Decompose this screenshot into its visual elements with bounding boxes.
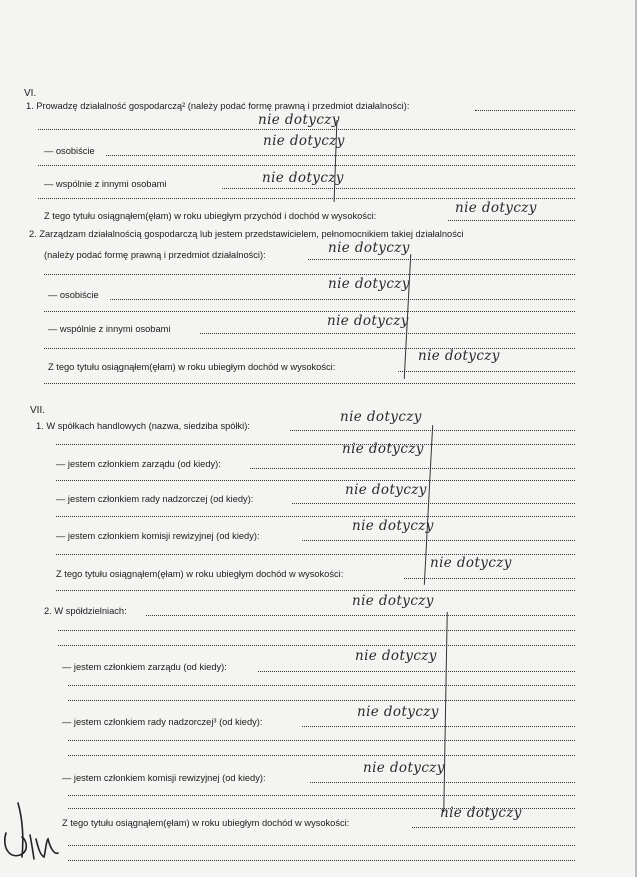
- vii-item2-income-label: Z tego tytułu osiągnąłem(ęłam) w roku ubiegłym dochód w wysokości:: [62, 818, 350, 828]
- dotted-line: [56, 590, 575, 591]
- vii-item1-answer: nie dotyczy: [340, 409, 422, 425]
- vii-item2-rada-answer: nie dotyczy: [357, 704, 439, 720]
- dotted-line: [58, 645, 575, 646]
- dotted-line: [258, 671, 575, 672]
- vi-item1-wspolnie-label: — wspólnie z innymi osobami: [44, 179, 167, 189]
- vi-item2-answer: nie dotyczy: [328, 240, 410, 256]
- dotted-line: [308, 259, 575, 260]
- vi-item2-income-answer: nie dotyczy: [418, 348, 500, 364]
- vii-item1-komisja-answer: nie dotyczy: [352, 518, 434, 534]
- vii-item1-zarzad-label: — jestem członkiem zarządu (od kiedy):: [56, 459, 221, 469]
- dotted-line: [302, 540, 575, 541]
- dotted-line: [38, 129, 575, 130]
- vi-item2-text-line1: 2. Zarządzam działalnością gospodarczą lub jestem przedstawicielem, pełnomocnikiem takiej działalności: [29, 229, 464, 239]
- vi-item1-text: 1. Prowadzę działalność gospodarczą² (należy podać formę prawną i przedmiot działalności):: [26, 101, 410, 111]
- vii-item1-rada-label: — jestem członkiem rady nadzorczej (od kiedy):: [56, 494, 254, 504]
- dotted-line: [110, 299, 575, 300]
- dotted-line: [292, 503, 575, 504]
- vii-item2-komisja-answer: nie dotyczy: [363, 760, 445, 776]
- vi-item2-wspolnie-answer: nie dotyczy: [327, 313, 409, 329]
- dotted-line: [56, 480, 575, 481]
- vii-item2-text: 2. W spółdzielniach:: [44, 606, 127, 616]
- vi-item1-income-answer: nie dotyczy: [455, 200, 537, 216]
- vi-item2-wspolnie-label: — wspólnie z innymi osobami: [48, 324, 171, 334]
- dotted-line: [222, 188, 575, 189]
- vi-item1-osobiscie-answer: nie dotyczy: [263, 133, 345, 149]
- vi-item2-text-line2: (należy podać formę prawną i przedmiot działalności):: [44, 250, 266, 260]
- dotted-line: [404, 578, 575, 579]
- vii-item1-zarzad-answer: nie dotyczy: [342, 441, 424, 457]
- dotted-line: [398, 371, 575, 372]
- dotted-line: [68, 700, 575, 701]
- vii-item2-zarzad-answer: nie dotyczy: [355, 648, 437, 664]
- vii-item1-income-answer: nie dotyczy: [430, 555, 512, 571]
- section-vii-heading: VII.: [30, 405, 46, 416]
- dotted-line: [302, 726, 575, 727]
- dotted-line: [56, 516, 575, 517]
- vi-item2-osobiscie-label: — osobiście: [48, 290, 99, 300]
- dotted-line: [58, 630, 575, 631]
- vii-item2-answer: nie dotyczy: [352, 593, 434, 609]
- dotted-line: [68, 795, 575, 796]
- dotted-line: [200, 333, 575, 334]
- vi-item1-answer: nie dotyczy: [258, 112, 340, 128]
- dotted-line: [475, 110, 575, 111]
- dotted-line: [68, 755, 575, 756]
- vii-item1-income-label: Z tego tytułu osiągnąłem(ęłam) w roku ubiegłym dochód w wysokości:: [56, 569, 344, 579]
- vii-item1-text: 1. W spółkach handlowych (nazwa, siedziba spółki):: [36, 421, 250, 431]
- dotted-line: [106, 155, 575, 156]
- dotted-line: [412, 827, 575, 828]
- dotted-line: [68, 740, 575, 741]
- vi-item2-osobiscie-answer: nie dotyczy: [328, 276, 410, 292]
- dotted-line: [146, 615, 575, 616]
- dotted-line: [38, 198, 575, 199]
- vii-item1-komisja-label: — jestem członkiem komisji rewizyjnej (od kiedy):: [56, 531, 260, 541]
- vi-item1-osobiscie-label: — osobiście: [44, 146, 95, 156]
- signature-initials: [0, 795, 70, 870]
- vii-item1-rada-answer: nie dotyczy: [345, 482, 427, 498]
- vi-item1-income-label: Z tego tytułu osiągnąłem(ęłam) w roku ubiegłym przychód i dochód w wysokości:: [44, 211, 377, 221]
- vi-item1-wspolnie-answer: nie dotyczy: [262, 170, 344, 186]
- dotted-line: [56, 444, 575, 445]
- vii-item2-income-answer: nie dotyczy: [440, 805, 522, 821]
- vii-item2-zarzad-label: — jestem członkiem zarządu (od kiedy):: [62, 662, 227, 672]
- dotted-line: [448, 220, 575, 221]
- dotted-line: [44, 383, 575, 384]
- dotted-line: [68, 860, 575, 861]
- dotted-line: [38, 165, 575, 166]
- dotted-line: [44, 274, 575, 275]
- vi-item2-income-label: Z tego tytułu osiągnąłem(ęłam) w roku ubiegłym dochód w wysokości:: [48, 362, 336, 372]
- vii-item2-komisja-label: — jestem członkiem komisji rewizyjnej (od kiedy):: [62, 773, 266, 783]
- dotted-line: [68, 845, 575, 846]
- dotted-line: [250, 468, 575, 469]
- dotted-line: [44, 311, 575, 312]
- vii-item2-rada-label: — jestem członkiem rady nadzorczej³ (od kiedy):: [62, 717, 263, 727]
- section-vi-heading: VI.: [24, 88, 37, 99]
- dotted-line: [68, 685, 575, 686]
- dotted-line: [310, 782, 575, 783]
